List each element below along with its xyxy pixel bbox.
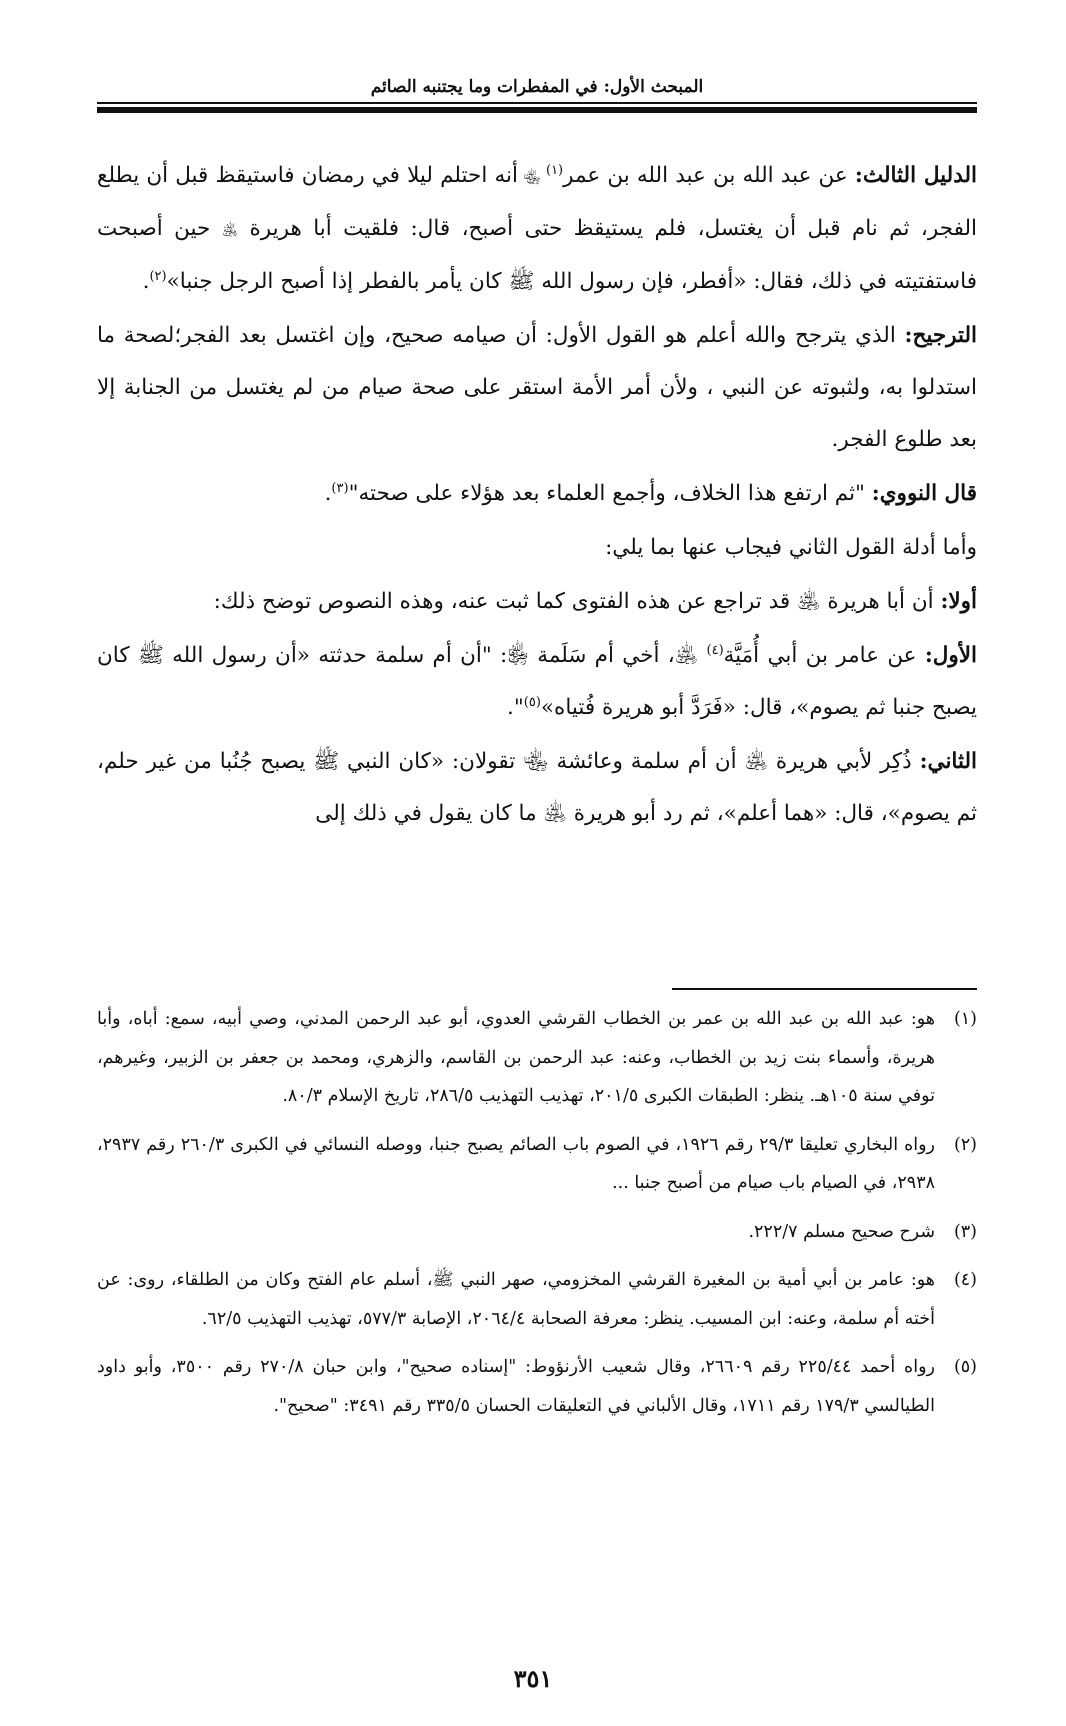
text-segment: الذي يترجح والله أعلم هو القول الأول: أن صيامه صحيح، وإن اغتسل بعد الفجر؛لصحة ما استدلوا به، ولثبوته عن النبي ، ولأن أمر الأمة استقر على صحة صيام من لم يغتسل من الجنابة إلا بعد طلوع الفجر. [97,323,977,452]
text-segment: ". [507,695,524,720]
footnote-1 [97,1000,977,1116]
footnote-2 [97,1126,977,1203]
text-segment: عن عامر بن أبي أُمَيَّة [723,643,925,668]
footnote-separator [672,988,977,990]
text-segment: عن عبد الله بن عبد الله بن عمر [563,163,855,188]
page-number: ٣٥١ [513,1664,553,1693]
footnote-number: (٥) [953,1357,977,1377]
paragraph-evidence-three [97,150,977,308]
honorific: ﵁ [221,221,239,239]
header-rule-thin [97,102,977,104]
footnote-number: (١) [953,1009,977,1029]
honorific: ﵄ [517,168,546,186]
text-segment: "ثم ارتفع هذا الخلاف، وأجمع العلماء بعد هؤلاء على صحته" [348,481,872,506]
text-segment: ذُكِر لأبي هريرة ﵁ أن أم سلمة وعائشة ﵄ تقولان: «كان النبي ﷺ يصبح جُنُبا من غير حلم، ثم يصوم»، قال: «هما أعلم»، ثم رد أبو هريرة ﵁ ما كان يقول في ذلك إلى [97,749,977,826]
paragraph-text-two [97,736,977,840]
label-evidence-three: الدليل الثالث: [854,163,978,188]
paragraph-first-answer [97,576,977,628]
label-text-one: الأول: [924,643,977,668]
footnote-4 [97,1261,977,1338]
text-segment: ﵁، أخي أم سَلَمة ﵂: "أن أم سلمة حدثته «أن رسول الله ﷺ كان يصبح جنبا ثم يصوم»، قال: «فَرَدَّ أبو هريرة فُتياه» [97,643,977,720]
footnote-ref-3[interactable]: (٣) [331,480,349,496]
footnote-3 [97,1213,977,1252]
label-tarjih: الترجيح: [904,323,977,348]
paragraph-nawawi [97,468,977,520]
text-segment: أنه احتلم ليلا في رمضان فاستيقظ قبل أن يطلع الفجر، ثم نام قبل أن يغتسل، فلم يستيقظ حتى أصبح، قال: فلقيت أبا هريرة [97,163,977,241]
footnote-number: (٣) [953,1221,977,1242]
text-segment: حين أصبحت فاستفتيته في ذلك، فقال: «أفطر، فإن رسول الله ﷺ كان يأمر بالفطر إذا أصبح الرجل جنبا» [97,216,977,294]
footnotes [97,1000,977,1435]
text-segment: . [142,269,150,294]
main-text [97,150,977,840]
footnote-text: رواه أحمد ٢٢٥/٤٤ رقم ٢٦٦٠٩، وقال شعيب الأرنؤوط: "إسناده صحيح"، وابن حبان ٢٧٠/٨ رقم ٣٥٠٠، وأبو داود الطيالسي ١٧٩/٣ رقم ١٧١١، وقال الألباني في التعليقات الحسان ٣٣٥/٥ رقم ٣٤٩١: "صحيح". [97,1357,935,1416]
footnote-ref-4[interactable]: (٤) [706,642,724,658]
footnote-number: (٤) [953,1270,977,1290]
footnote-text: هو: عبد الله بن عبد الله بن عمر بن الخطاب القرشي العدوي، أبو عبد الرحمن المدني، وصي أبيه، سمع: أباه، وأبا هريرة، وأسماء بنت زيد بن الخطاب، وعنه: عبد الرحمن بن القاسم، والزهري، ومحمد بن جعفر بن الزبير، وغيرهم، توفي سنة ١٠٥هـ. ينظر: الطبقات الكبرى ٢٠١/٥، تهذيب التهذيب ٢٨٦/٥، تاريخ الإسلام ٨٠/٣. [97,1009,935,1106]
footnote-text: رواه البخاري تعليقا ٢٩/٣ رقم ١٩٢٦، في الصوم باب الصائم يصبح جنبا، ووصله النسائي في الكبرى ٢٦٠/٣ رقم ٢٩٣٧، ٢٩٣٨، في الصيام باب صيام من أصبح جنبا ... [97,1134,936,1193]
label-nawawi: قال النووي: [871,481,977,506]
footnote-ref-1[interactable]: (١) [545,162,564,178]
footnote-text: شرح صحيح مسلم ٢٢٢/٧. [748,1221,935,1242]
paragraph-second-opinion: وأما أدلة القول الثاني فيجاب عنها بما يلي: [605,535,977,560]
running-header: المبحث الأول: في المفطرات وما يجتنبه الصائم [370,77,704,97]
paragraph-text-one [97,630,977,734]
text-segment: . [324,481,332,506]
footnote-ref-5[interactable]: (٥) [523,694,541,710]
label-text-two: الثاني: [919,749,977,774]
label-first: أولا: [940,589,977,614]
paragraph-tarjih [97,310,977,466]
footnote-text: هو: عامر بن أبي أمية بن المغيرة القرشي المخزومي، صهر النبي ﷺ، أسلم عام الفتح وكان من الطلقاء، روى: عن أخته أم سلمة، وعنه: ابن المسيب. ينظر: معرفة الصحابة ٢٠٦٤/٤، الإصابة ٥٧٧/٣، تهذيب التهذيب ٦٢/٥. [97,1270,935,1329]
footnote-number: (٢) [953,1134,977,1155]
footnote-ref-2[interactable]: (٢) [149,268,167,284]
footnote-5 [97,1348,977,1425]
text-segment: أن أبا هريرة ﵁ قد تراجع عن هذه الفتوى كما ثبت عنه، وهذه النصوص توضح ذلك: [213,589,941,614]
header-rule-thick [97,107,977,113]
